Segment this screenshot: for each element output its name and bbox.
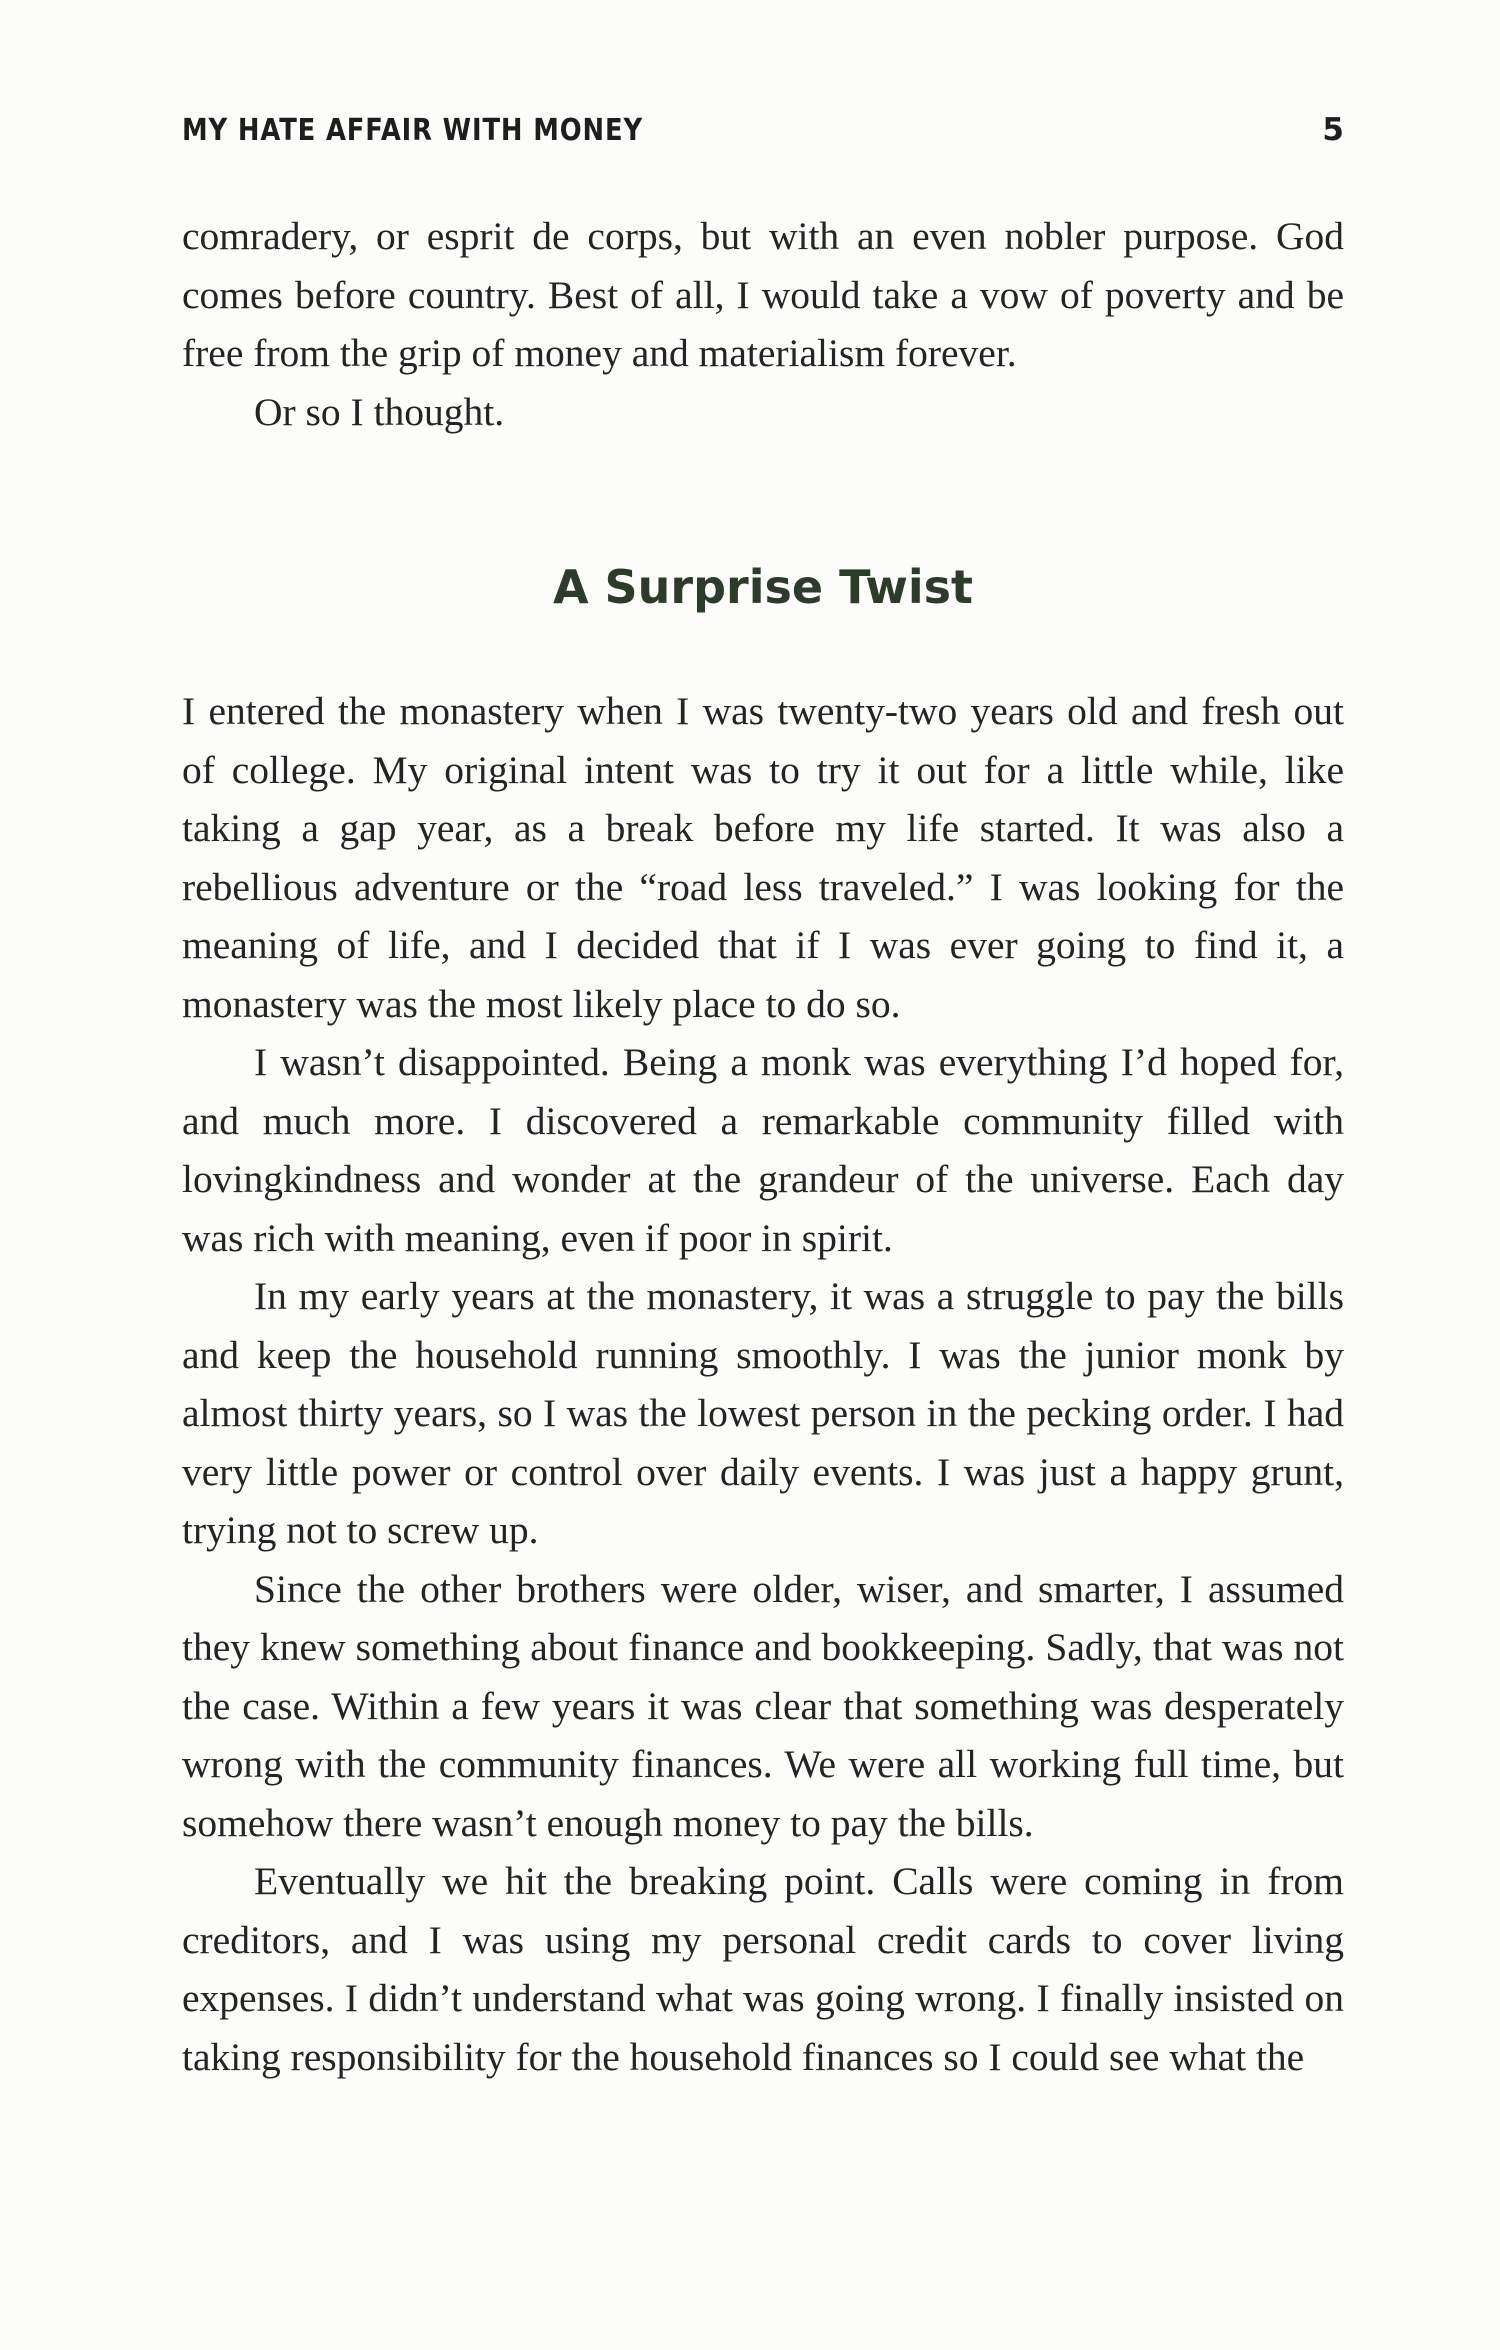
- paragraph: In my early years at the monastery, it was a struggle to pay the bills and keep the household running smoothly. I was the junior monk by almost thirty years, so I was the lowest person in the pecking order. I had very little power or control over daily events. I was just a happy grunt, trying not to screw up.: [182, 1274, 1344, 1552]
- section-text-block: [182, 682, 1344, 2086]
- running-head-title: MY HATE AFFAIR WITH MONEY: [182, 113, 644, 148]
- opening-text-block: [182, 207, 1344, 441]
- running-head: [182, 112, 1344, 152]
- paragraph: Or so I thought.: [254, 389, 505, 434]
- section-heading: A Surprise Twist: [552, 560, 974, 614]
- paragraph: I wasn’t disappointed. Being a monk was everything I’d hoped for, and much more. I discovered a remarkable community filled with lovingkindness and wonder at the grandeur of the universe. Each day was rich with meaning, even if poor in spirit.: [182, 1040, 1344, 1260]
- paragraph: Since the other brothers were older, wiser, and smarter, I assumed they knew something about finance and bookkeeping. Sadly, that was not the case. Within a few years it was clear that something was desperately wrong with the community finances. We were all working full time, but somehow there wasn’t enough money to pay the bills.: [182, 1566, 1344, 1845]
- paragraph: Eventually we hit the breaking point. Calls were coming in from creditors, and I was using my personal credit cards to cover living expenses. I didn’t understand what was going wrong. I finally insisted on taking responsibility for the household finances so I could see what the: [182, 1859, 1344, 2079]
- paragraph: I entered the monastery when I was twenty-two years old and fresh out of college. My original intent was to try it out for a little while, like taking a gap year, as a break before my life started. It was also a rebellious adventure or the “road less traveled.” I was looking for the meaning of life, and I decided that if I was ever going to find it, a monastery was the most likely place to do so.: [182, 689, 1344, 1026]
- page-number: 5: [1322, 112, 1344, 148]
- paragraph-continued: comradery, or esprit de corps, but with an even nobler purpose. God comes before country. Best of all, I would take a vow of poverty and be free from the grip of money and materialism forever.: [182, 214, 1344, 375]
